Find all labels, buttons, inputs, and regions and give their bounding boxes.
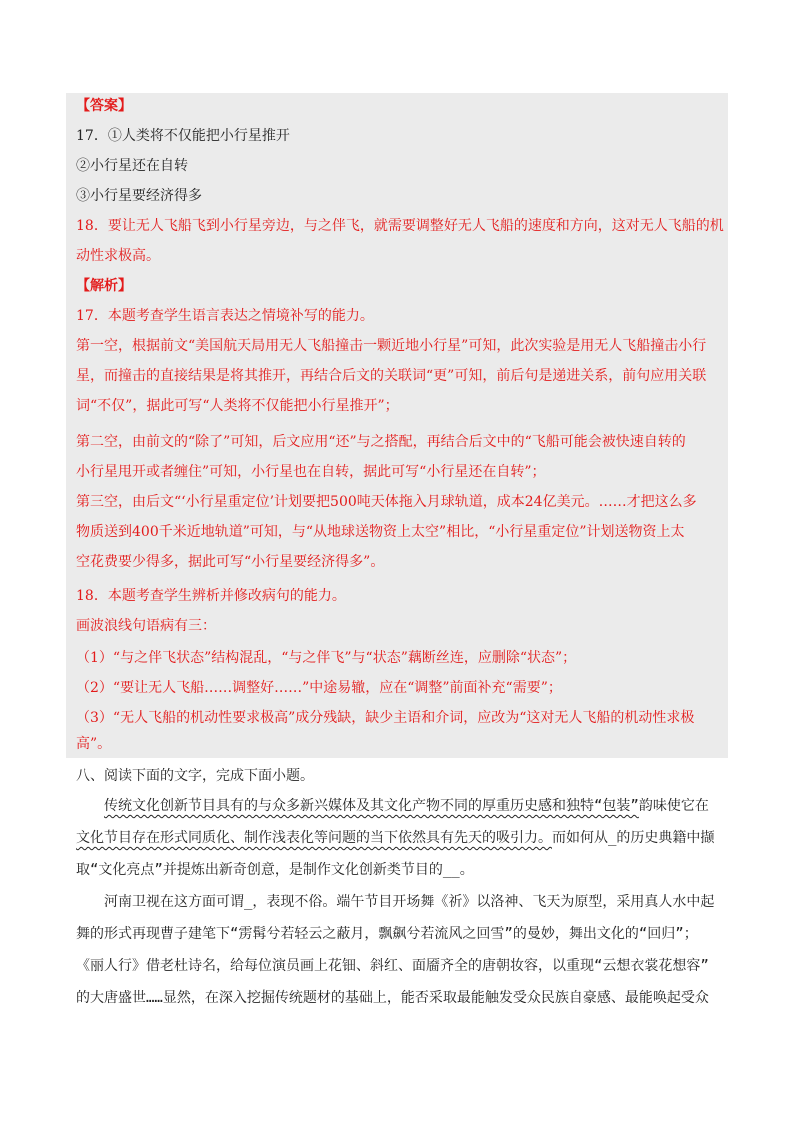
passage-p1-line-1 [104,796,764,816]
answer-heading: 【答案】 [76,98,132,114]
passage-p2-line-2: 舞的形式再现曹子建笔下“雳髯兮若轻云之蔽月，飘飙兮若流风之回雪”的曼妙，舞出文化的“回归”； [76,926,698,942]
passage-p2-line-3: 《丽人行》借老杜诗名，给每位演员画上花钿、斜红、面靥齐全的唐朝妆容，以重现“云想衣裳花想容” [76,958,709,974]
analysis-line-15: 高”。 [76,736,112,752]
answer-line-2: ②小行星还在自转 [76,158,188,174]
passage-text: 韵味使它在 [638,798,709,814]
analysis-line-4: 词“不仅”，据此可写“人类将不仅能把小行星推开”； [76,398,399,414]
section-title: 八、阅读下面的文字，完成下面小题。 [76,768,314,784]
analysis-line-2: 第一空，根据前文“美国航天局用无人飞船撞击一颗近地小行星”可知，此次实验是用无人飞船撞击小行 [76,338,707,354]
wavy-sentence-part-2: 文化节目存在形式同质化、制作浅表化等问题的当下依然具有先天的吸引力。 [76,830,552,846]
analysis-line-5: 第二空，由前文的“除了”可知，后文应用“还”与之搭配，再结合后文中的“飞船可能会被快速自转的 [76,434,686,450]
analysis-line-10: 18．本题考查学生辨析并修改病句的能力。 [76,588,346,604]
analysis-line-12: （1）“与之伴飞状态”结构混乱，“与之伴飞”与“状态”藕断丝连，应删除“状态”； [76,650,577,666]
passage-p1-line-2 [76,828,736,848]
wavy-sentence-part-1: 传统文化创新节目具有的与众多新兴媒体及其文化产物不同的厚重历史感和独特“包装” [104,798,639,814]
analysis-line-11: 画波浪线句语病有三： [76,618,216,634]
passage-p2-line-1: 河南卫视在这方面可谓_，表现不俗。端午节目开场舞《祈》以洛神、飞天为原型，采用真人水中起 [104,894,715,910]
passage-p1-line-3: 取“文化亮点”并提炼出新奇创意，是制作文化创新类节目的__。 [76,862,474,878]
answer-line-3: ③小行星要经济得多 [76,188,202,204]
answer-line-5: 动性求极高。 [76,248,160,264]
analysis-heading: 【解析】 [76,278,132,294]
analysis-line-6: 小行星甩开或者缠住”可知，小行星也在自转，据此可写“小行星还在自转”； [76,464,546,480]
analysis-line-7: 第三空，由后文“‘小行星重定位’计划要把500吨天体拖入月球轨道，成本24亿美元。……才把这么多 [76,494,697,510]
analysis-line-13: （2）“要让无人飞船……调整好……”中途易辙，应在“调整”前面补充“需要”； [76,680,562,696]
analysis-line-8: 物质送到400千米近地轨道”可知，与“从地球送物资上太空”相比，“小行星重定位”计划送物资上太 [76,524,685,540]
passage-p2-line-4: 的大唐盛世……显然，在深入挖掘传统题材的基础上，能否采取最能触发受众民族自豪感、最能唤起受众 [76,990,709,1006]
answer-line-1: 17．①人类将不仅能把小行星推开 [76,128,290,144]
analysis-line-14: （3）“无人飞船的机动性要求极高”成分残缺，缺少主语和介词，应改为“这对无人飞船的机动性求极 [76,710,695,726]
passage-text: 而如何从_的历史典籍中撷 [552,830,715,846]
analysis-line-3: 星，而撞击的直接结果是将其推开，再结合后文的关联词“更”可知，前后句是递进关系，前句应用关联 [76,368,707,384]
answer-line-4: 18．要让无人飞船飞到小行星旁边，与之伴飞，就需要调整好无人飞船的速度和方向，这对无人飞船的机 [76,218,724,234]
analysis-line-9: 空花费要少得多，据此可写“小行星要经济得多”。 [76,554,385,570]
analysis-line-1: 17．本题考查学生语言表达之情境补写的能力。 [76,308,374,324]
